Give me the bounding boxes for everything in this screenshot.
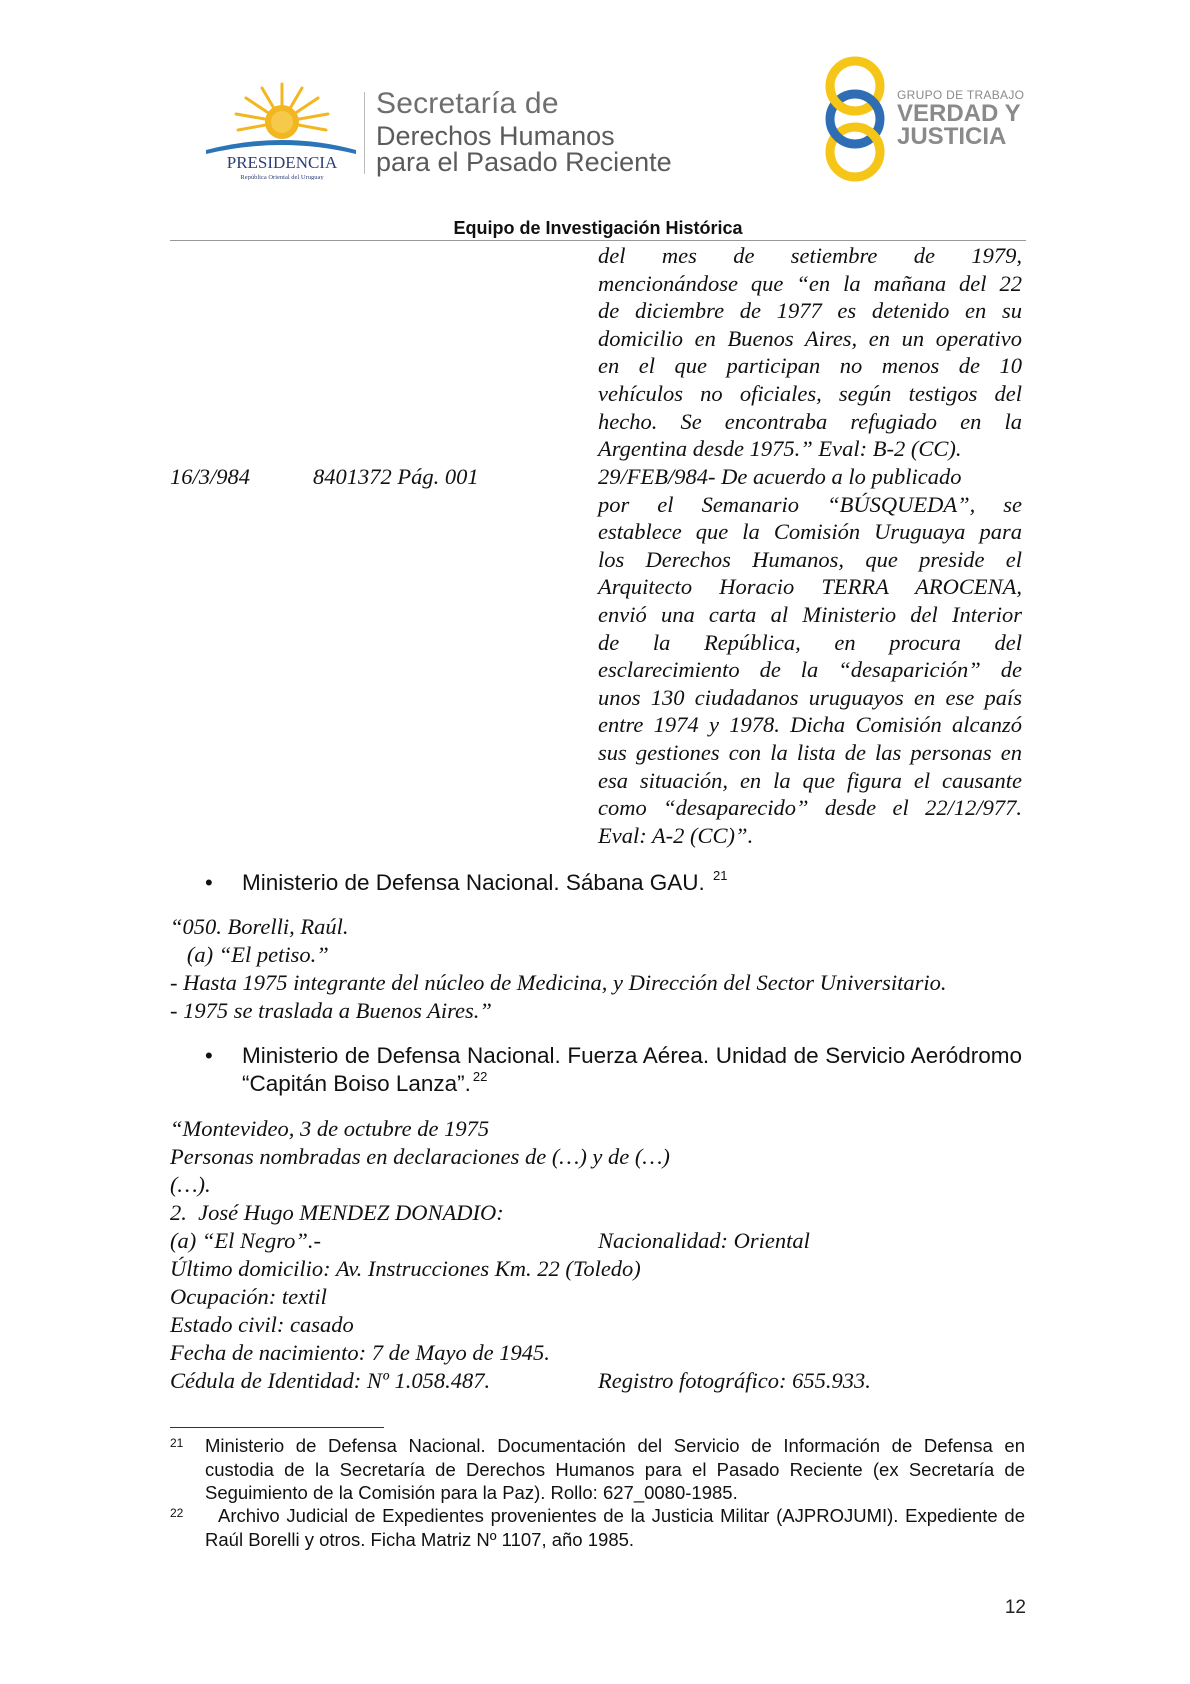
- text-line: por el Semanario “BÚSQUEDA”, se: [598, 491, 1022, 517]
- section1-heading: [242, 869, 727, 897]
- nationality-text: Nacionalidad: Oriental: [598, 1228, 810, 1253]
- text-line: unos 130 ciudadanos uruguayos en ese país: [598, 684, 1022, 710]
- text-line: hecho. Se encontraba refugiado en la: [598, 408, 1022, 434]
- footnote-ref-21[interactable]: 21: [713, 868, 728, 883]
- text-line: Argentina desde 1975.” Eval: B-2 (CC).: [598, 436, 962, 462]
- footnote-22-marker: 22: [170, 1506, 184, 1520]
- quote-line: Ocupación: textil: [170, 1284, 327, 1309]
- gvj-line-3: JUSTICIA: [897, 123, 1007, 150]
- text-line: domicilio en Buenos Aires, en un operativo: [598, 325, 1022, 351]
- quote-line: [170, 1227, 810, 1255]
- footnote-21-marker: 21: [170, 1436, 184, 1450]
- gvj-line-2: VERDAD Y: [897, 100, 1021, 127]
- sun-icon: [236, 84, 328, 139]
- header-divider: [364, 92, 365, 174]
- page-header-title: Equipo de Investigación Histórica: [453, 218, 743, 238]
- quote-line: - Hasta 1975 integrante del núcleo de Medicina, y Dirección del Sector Universitario.: [170, 970, 947, 995]
- section1-quote: [170, 913, 946, 1025]
- bullet-marker: •: [205, 870, 213, 895]
- footnote-separator: [170, 1427, 384, 1428]
- bullet-marker: •: [205, 1043, 213, 1068]
- text-line: los Derechos Humanos, que preside el: [598, 546, 1022, 572]
- quote-line: Fecha de nacimiento: 7 de Mayo de 1945.: [170, 1340, 550, 1365]
- id-card-text: Cédula de Identidad: Nº 1.058.487.: [170, 1368, 491, 1393]
- row2-document: 8401372 Pág. 001: [313, 464, 479, 489]
- quote-line: [170, 1367, 871, 1395]
- text-line: mencionándose que “en la mañana del 22: [598, 270, 1022, 296]
- text-line: sus gestiones con la lista de las personas en: [598, 739, 1022, 765]
- presidencia-logo: [196, 80, 361, 180]
- quote-line: Último domicilio: Av. Instrucciones Km. 22 (Toledo): [170, 1256, 641, 1281]
- text-line: en el que participan no menos de 10: [598, 353, 1022, 379]
- footnote-ref-22[interactable]: 22: [472, 1069, 488, 1084]
- secretaria-line-2: Derechos Humanos: [376, 121, 615, 151]
- secretaria-line-3: para el Pasado Reciente: [376, 147, 672, 177]
- section1-title: Ministerio de Defensa Nacional. Sábana GAU.: [242, 870, 705, 895]
- quote-line: Estado civil: casado: [170, 1312, 354, 1337]
- text-line: de diciembre de 1977 es detenido en su: [598, 298, 1022, 324]
- text-line: Arquitecto Horacio TERRA AROCENA,: [598, 574, 1022, 600]
- quote-line: Personas nombradas en declaraciones de (…) y de (…): [170, 1144, 670, 1169]
- quote-line: “Montevideo, 3 de octubre de 1975: [170, 1116, 490, 1141]
- footnote-21-text: Ministerio de Defensa Nacional. Documentación del Servicio de Información de Defensa en custodia de la Secretaría de Derechos Humanos para el Pasado Reciente (ex Secretaría de Seguimiento de la Comisión para la Paz). Rollo: 627_0080-1985.: [205, 1435, 1025, 1503]
- presidencia-logo-text: PRESIDENCIA: [226, 153, 338, 172]
- row2-description: [598, 463, 1022, 849]
- text-line: esclarecimiento de la “desaparición” de: [598, 657, 1022, 683]
- gvj-line-1: GRUPO DE TRABAJO: [897, 88, 1025, 102]
- verdad-justicia-rings-icon: [816, 56, 894, 182]
- text-line: esa situación, en la que figura el causante: [598, 767, 1022, 793]
- section2-quote: [170, 1115, 871, 1395]
- page-number: 12: [1004, 1597, 1026, 1618]
- text-line: de la República, en procura del: [598, 629, 1022, 655]
- section2-heading: [242, 1042, 1022, 1098]
- text-line: Eval: A-2 (CC)”.: [598, 822, 754, 848]
- text-line: vehículos no oficiales, según testigos del: [598, 380, 1022, 406]
- quote-line: (…).: [170, 1172, 211, 1197]
- section2-title: Ministerio de Defensa Nacional. Fuerza Aérea. Unidad de Servicio Aeródromo “Capitán Boiso Lanza”.: [242, 1043, 1022, 1096]
- quote-line: 2. José Hugo MENDEZ DONADIO:: [170, 1200, 504, 1225]
- header-rule: [170, 240, 1026, 241]
- presidencia-logo-subtext: República Oriental del Uruguay: [240, 174, 324, 180]
- text-line: 29/FEB/984- De acuerdo a lo publicado: [598, 464, 962, 489]
- footnote-22-text: Archivo Judicial de Expedientes provenientes de la Justicia Militar (AJPROJUMI). Expediente de Raúl Borelli y otros. Ficha Matriz Nº 1107, año 1985.: [205, 1505, 1025, 1550]
- secretaria-line-1: Secretaría de: [376, 87, 559, 120]
- text-line: del mes de setiembre de 1979,: [598, 243, 1022, 268]
- text-line: como “desaparecido” desde el 22/12/977.: [598, 795, 1022, 821]
- row2-date: 16/3/984: [170, 464, 251, 489]
- row1-description: [598, 242, 1022, 463]
- text-line: entre 1974 y 1978. Dicha Comisión alcanzó: [598, 712, 1022, 738]
- photo-register-text: Registro fotográfico: 655.933.: [598, 1368, 871, 1393]
- text-line: envió una carta al Ministerio del Interior: [598, 601, 1022, 627]
- quote-line: - 1975 se traslada a Buenos Aires.”: [170, 998, 492, 1023]
- alias-text: (a) “El Negro”.-: [170, 1228, 322, 1253]
- quote-line: (a) “El petiso.”: [170, 942, 329, 967]
- quote-line: “050. Borelli, Raúl.: [170, 914, 349, 939]
- horizon-wave: [206, 140, 356, 154]
- text-line: establece que la Comisión Uruguaya para: [598, 519, 1022, 545]
